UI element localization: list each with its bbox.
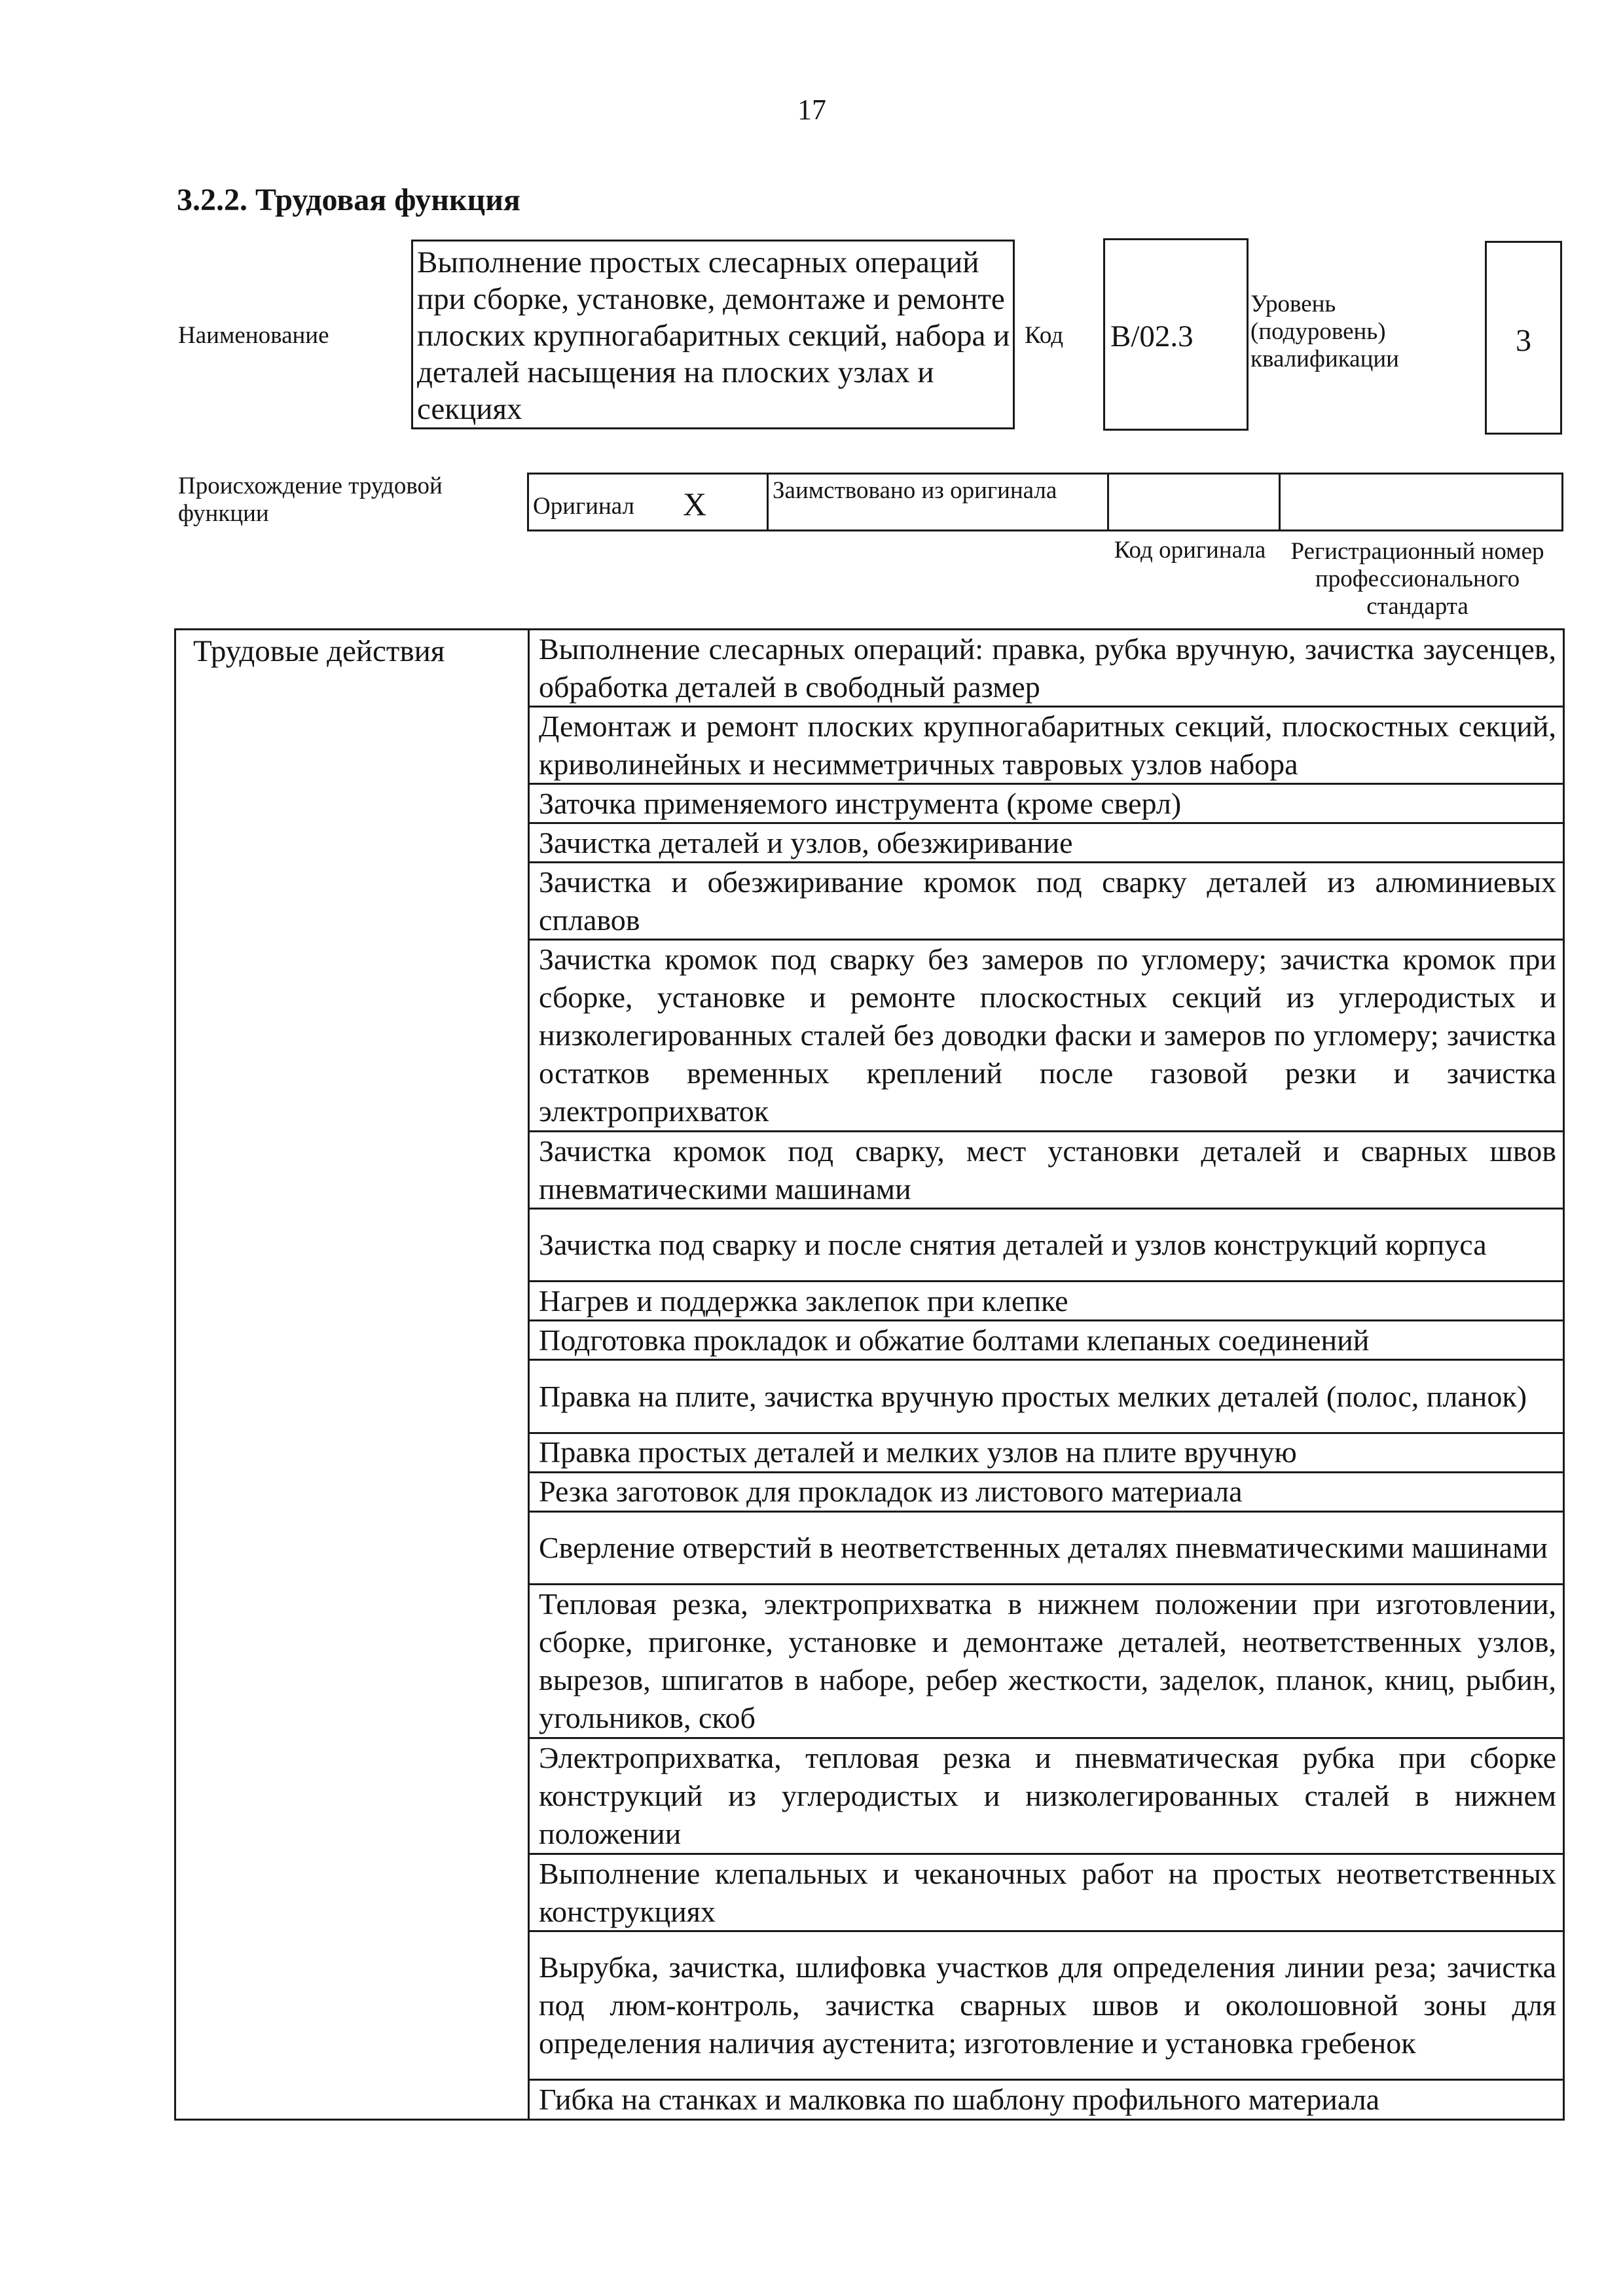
table-row: Тепловая резка, электроприхватка в нижнем положении при изготовлении, сборке, пригонке, установке и демонтаже деталей, неответственных узлов, вырезов, шпигатов в наборе, ребер жесткости, заделок, планок, книц, рыбин, угольников, скоб [530, 1585, 1563, 1739]
table-row: Выполнение клепальных и чеканочных работ на простых неответственных конструкциях [530, 1855, 1563, 1932]
table-row: Правка на плите, зачистка вручную простых мелких деталей (полос, планок) [530, 1361, 1563, 1433]
name-label: Наименование [178, 322, 329, 349]
table-row: Заточка применяемого инструмента (кроме сверл) [530, 785, 1563, 824]
registration-number-cell [1281, 475, 1561, 529]
table-row: Зачистка под сварку и после снятия деталей и узлов конструкций корпуса [530, 1210, 1563, 1282]
table-row: Зачистка деталей и узлов, обезжиривание [530, 824, 1563, 863]
function-name-value: Выполнение простых слесарных операций при сборке, установке, демонтаже и ремонте плоских крупногабаритных секций, набора и деталей насыщения на плоских узлах и секциях [411, 240, 1015, 429]
qualification-level-label: Уровень (подуровень) квалификации [1250, 291, 1399, 372]
table-row: Подготовка прокладок и обжатие болтами клепаных соединений [530, 1321, 1563, 1361]
origin-label: Происхождение трудовой функции [178, 473, 443, 527]
labor-actions-table [174, 628, 1565, 2121]
code-value: B/02.3 [1103, 238, 1249, 431]
table-row: Зачистка кромок под сварку без замеров по угломеру; зачистка кромок при сборке, установке и ремонте плоскостных секций из углеродистых и низколегированных сталей без доводки фаски и замеров по угломеру; зачистка остатков временных креплений после газовой резки и зачистка электроприхваток [530, 941, 1563, 1132]
table-row: Зачистка и обезжиривание кромок под сварку деталей из алюминиевых сплавов [530, 863, 1563, 941]
table-row: Демонтаж и ремонт плоских крупногабаритных секций, плоскостных секций, криволинейных и несимметричных тавровых узлов набора [530, 708, 1563, 785]
borrowed-label: Заимствовано из оригинала [769, 475, 1109, 529]
registration-number-caption: Регистрационный номер профессионального стандарта [1290, 538, 1544, 620]
section-title: 3.2.2. Трудовая функция [177, 183, 520, 217]
table-row: Правка простых деталей и мелких узлов на плите вручную [530, 1434, 1563, 1473]
origin-original-cell [529, 475, 769, 529]
original-label: Оригинал [533, 493, 635, 520]
table-row: Резка заготовок для прокладок из листового материала [530, 1473, 1563, 1513]
table-row: Вырубка, зачистка, шлифовка участков для определения линии реза; зачистка под люм-контроль, зачистка сварных швов и околошовной зоны для определения наличия аустенита; изготовление и установка гребенок [530, 1932, 1563, 2081]
table-row: Гибка на станках и малковка по шаблону профильного материала [539, 2083, 1380, 2117]
original-mark: X [683, 486, 707, 522]
original-code-caption: Код оригинала [1114, 537, 1266, 564]
labor-actions-list [530, 630, 1563, 2119]
qualification-level-value: 3 [1485, 241, 1562, 435]
labor-actions-header-cell [176, 630, 530, 2119]
table-row: Сверление отверстий в неответственных деталях пневматическими машинами [530, 1513, 1563, 1585]
page-number: 17 [797, 94, 826, 126]
code-label: Код [1025, 322, 1064, 349]
table-row: Выполнение слесарных операций: правка, рубка вручную, зачистка заусенцев, обработка деталей в свободный размер [530, 630, 1563, 708]
table-row: Зачистка кромок под сварку, мест установки деталей и сварных швов пневматическими машинами [530, 1132, 1563, 1210]
table-row: Электроприхватка, тепловая резка и пневматическая рубка при сборке конструкций из углеродистых и низколегированных сталей в нижнем положении [530, 1739, 1563, 1855]
origin-row [527, 473, 1563, 531]
original-code-cell [1109, 475, 1281, 529]
labor-actions-label: Трудовые действия [193, 634, 445, 668]
table-row: Нагрев и поддержка заклепок при клепке [530, 1282, 1563, 1321]
